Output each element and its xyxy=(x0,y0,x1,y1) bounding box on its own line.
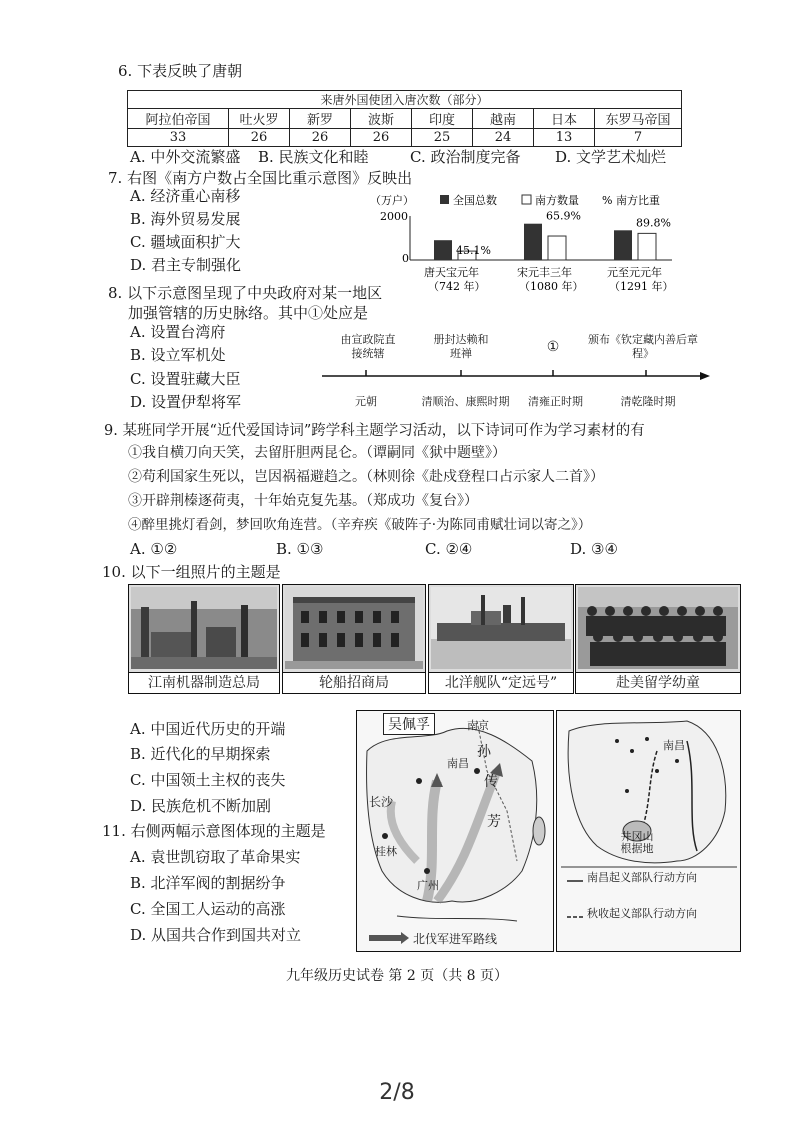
legend-label-total: 全国总数 xyxy=(453,194,497,207)
page-footer: 九年级历史试卷 第 2 页（共 8 页） xyxy=(285,968,509,984)
q7-option-c[interactable]: C. 疆域面积扩大 xyxy=(130,233,241,251)
envoy-table xyxy=(127,90,682,147)
map-label-nanchang: 南昌 xyxy=(447,757,469,770)
y-tick-0: 0 xyxy=(402,252,409,265)
table-cell: 25 xyxy=(412,129,473,147)
q6-option-b[interactable]: B. 民族文化和睦 xyxy=(258,148,369,166)
q7-option-b[interactable]: B. 海外贸易发展 xyxy=(130,210,241,228)
warship-photo xyxy=(431,587,571,669)
q9-option-b[interactable]: B. ①③ xyxy=(276,540,324,558)
q10-option-d[interactable]: D. 民族危机不断加剧 xyxy=(130,797,272,815)
bar-total xyxy=(524,224,542,260)
timeline-event-blank: ① xyxy=(546,339,560,355)
table-header-cell: 波斯 xyxy=(351,109,412,129)
table-cell: 7 xyxy=(595,129,682,147)
table-header-cell: 日本 xyxy=(534,109,595,129)
bar-south xyxy=(638,233,656,260)
legend-label-ratio: % 南方比重 xyxy=(602,194,660,207)
table-cell: 24 xyxy=(473,129,534,147)
map-label-chuan: 传 xyxy=(484,774,498,790)
q11-option-a[interactable]: A. 袁世凯窃取了革命果实 xyxy=(130,848,301,866)
timeline-event-2: 册封达赖和班禅 xyxy=(433,333,489,360)
map-legend-nanchang-uprising: 南昌起义部队行动方向 xyxy=(587,871,697,884)
map-label-fang: 芳 xyxy=(487,814,501,830)
map-label-wu-peifu: 吴佩孚 xyxy=(383,713,435,735)
q10-stem: 10. 以下一组照片的主题是 xyxy=(102,563,281,581)
table-header-cell: 东罗马帝国 xyxy=(595,109,682,129)
photo-dingyuan-ship xyxy=(428,584,574,694)
page-number: 2/8 xyxy=(379,1080,415,1105)
table-cell: 26 xyxy=(290,129,351,147)
photo-jiangnan-arsenal xyxy=(128,584,280,694)
y-tick-2000: 2000 xyxy=(380,210,408,223)
q7-stem: 7. 右图《南方户数占全国比重示意图》反映出 xyxy=(108,169,413,187)
q9-stem: 9. 某班同学开展“近代爱国诗词”跨学科主题学习活动，以下诗词可作为学习素材的有 xyxy=(104,423,645,439)
legend-label-south: 南方数量 xyxy=(535,194,579,207)
map-label-jinggangshan: 井冈山根据地 xyxy=(620,830,654,855)
q9-option-a[interactable]: A. ①② xyxy=(130,540,178,558)
q9-poem-3: ③开辟荆榛逐荷夷，十年始克复先基。（郑成功《复台》） xyxy=(128,493,478,509)
q11-stem: 11. 右侧两幅示意图体现的主题是 xyxy=(102,822,326,840)
factory-photo xyxy=(131,587,277,669)
q10-option-b[interactable]: B. 近代化的早期探索 xyxy=(130,745,271,763)
q8-stem-line1: 8. 以下示意图呈现了中央政府对某一地区 xyxy=(108,284,383,302)
map-legend-autumn-harvest: 秋收起义部队行动方向 xyxy=(587,907,697,920)
q6-option-c[interactable]: C. 政治制度完备 xyxy=(410,148,521,166)
south-households-chart xyxy=(362,190,682,300)
legend-swatch-south xyxy=(522,195,531,204)
q9-poem-1: ①我自横刀向天笑，去留肝胆两昆仑。（谭嗣同《狱中题壁》） xyxy=(128,445,506,461)
q9-poem-2: ②苟利国家生死以，岂因祸福避趋之。（林则徐《赴戍登程口占示家人二首》） xyxy=(128,469,604,485)
x-category-year: （1291 年） xyxy=(609,280,674,293)
q9-poem-4: ④醉里挑灯看剑，梦回吹角连营。（辛弃疾《破阵子·为陈同甫赋壮词以寄之》） xyxy=(128,517,592,533)
map-label-sun: 孙 xyxy=(477,744,491,760)
q8-option-b[interactable]: B. 设立军机处 xyxy=(130,346,226,364)
table-cell: 13 xyxy=(534,129,595,147)
q8-option-d[interactable]: D. 设置伊犁将军 xyxy=(130,393,242,411)
percent-label: 89.8% xyxy=(636,216,671,230)
q9-option-c[interactable]: C. ②④ xyxy=(425,540,473,558)
map-label-nanjing: 南京 xyxy=(467,719,489,732)
map-label-nanchang: 南昌 xyxy=(663,739,685,752)
table-header-cell: 阿拉伯帝国 xyxy=(128,109,229,129)
table-header-cell: 吐火罗 xyxy=(229,109,290,129)
q6-option-a[interactable]: A. 中外交流繁盛 xyxy=(130,148,241,166)
map-drawing xyxy=(357,711,553,951)
x-category-year: （742 年） xyxy=(428,280,486,293)
x-category-year: （1080 年） xyxy=(519,280,584,293)
timeline-period-1: 元朝 xyxy=(355,395,377,408)
northern-expedition-map xyxy=(356,710,554,952)
percent-label: 45.1% xyxy=(456,244,491,258)
timeline-period-4: 清乾隆时期 xyxy=(620,395,676,408)
photo-caption: 赴美留学幼童 xyxy=(576,672,740,693)
chart-unit-label: （万户） xyxy=(370,194,414,207)
timeline-event-4: 颁布《钦定藏内善后章程》 xyxy=(588,333,698,360)
x-category-label: 元至元元年 xyxy=(607,266,662,279)
tibet-timeline xyxy=(318,333,710,413)
map-label-guangzhou: 广州 xyxy=(417,879,439,892)
timeline-axis xyxy=(318,369,710,383)
students-photo xyxy=(578,587,738,669)
photo-caption: 北洋舰队“定远号” xyxy=(429,672,573,693)
q11-option-b[interactable]: B. 北洋军阀的割据纷争 xyxy=(130,874,286,892)
legend-swatch-total xyxy=(440,195,449,204)
bar-total xyxy=(614,230,632,260)
map-label-guilin: 桂林 xyxy=(375,845,397,858)
q9-option-d[interactable]: D. ③④ xyxy=(570,540,618,558)
uprisings-map xyxy=(556,710,741,952)
q8-option-c[interactable]: C. 设置驻藏大臣 xyxy=(130,370,241,388)
q8-option-a[interactable]: A. 设置台湾府 xyxy=(130,323,226,341)
photo-caption: 江南机器制造总局 xyxy=(129,672,279,693)
table-cell: 26 xyxy=(351,129,412,147)
photo-caption: 轮船招商局 xyxy=(283,672,425,693)
bar-south xyxy=(548,236,566,260)
q10-option-a[interactable]: A. 中国近代历史的开端 xyxy=(130,720,286,738)
timeline-period-2: 清顺治、康熙时期 xyxy=(421,395,510,408)
q6-stem: 6. 下表反映了唐朝 xyxy=(118,62,243,80)
timeline-event-1: 由宣政院直接统辖 xyxy=(340,333,396,360)
q7-option-a[interactable]: A. 经济重心南移 xyxy=(130,187,241,205)
map-label-changsha: 长沙 xyxy=(369,795,394,809)
table-header-cell: 新罗 xyxy=(290,109,351,129)
percent-label: 65.9% xyxy=(546,209,581,223)
table-cell: 26 xyxy=(229,129,290,147)
table-header-cell: 越南 xyxy=(473,109,534,129)
q7-option-d[interactable]: D. 君主专制强化 xyxy=(130,256,242,274)
x-category-label: 宋元丰三年 xyxy=(517,266,572,279)
q10-option-c[interactable]: C. 中国领土主权的丧失 xyxy=(130,771,286,789)
photo-merchants-steam xyxy=(282,584,426,694)
x-category-label: 唐天宝元年 xyxy=(424,266,479,279)
q6-option-d[interactable]: D. 文学艺术灿烂 xyxy=(555,148,667,166)
timeline-period-3: 清雍正时期 xyxy=(528,395,583,408)
q11-option-d[interactable]: D. 从国共合作到国共对立 xyxy=(130,926,302,944)
building-photo xyxy=(285,587,423,669)
q11-option-c[interactable]: C. 全国工人运动的高涨 xyxy=(130,900,286,918)
bar-total xyxy=(434,240,452,260)
photo-students-america xyxy=(575,584,741,694)
q8-stem-line2: 加强管辖的历史脉络。其中①处应是 xyxy=(128,304,369,322)
table-header-cell: 印度 xyxy=(412,109,473,129)
table-caption: 来唐外国使团入唐次数（部分） xyxy=(128,91,682,109)
table-cell: 33 xyxy=(128,129,229,147)
map-legend-northern-expedition: 北伐军进军路线 xyxy=(413,932,498,946)
